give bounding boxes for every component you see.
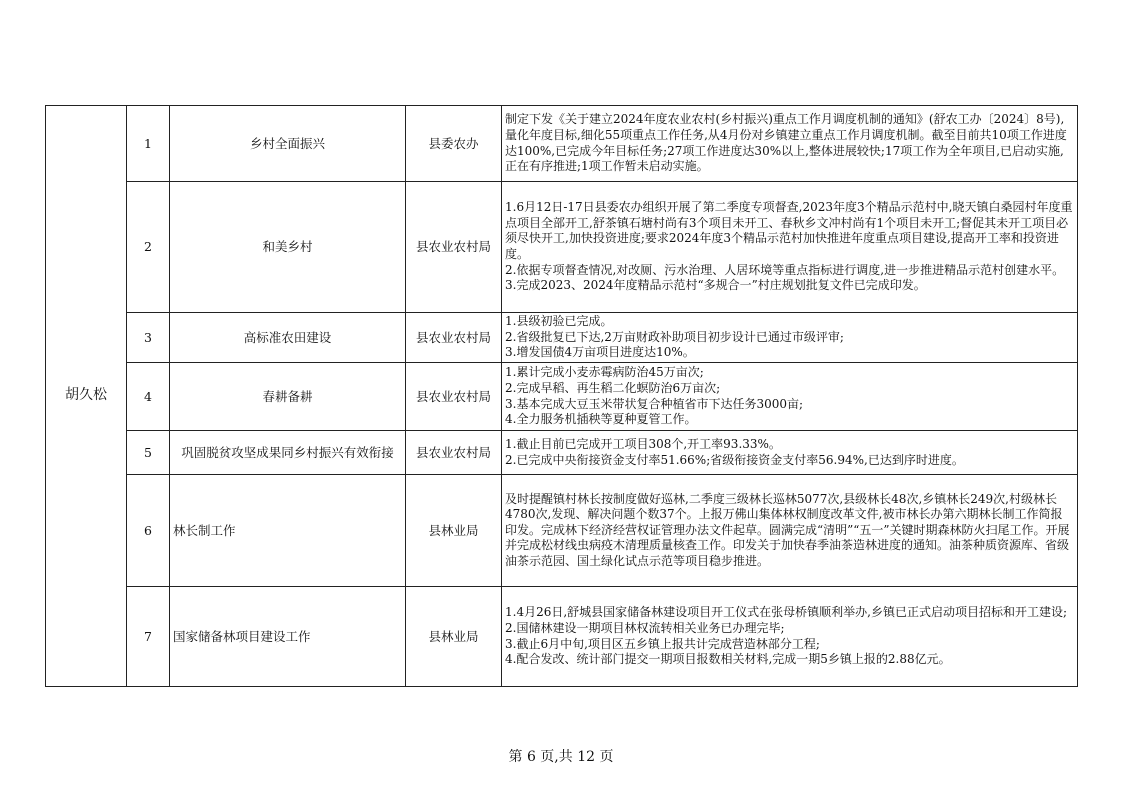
table-row xyxy=(46,475,1078,587)
task-name: 巩固脱贫攻坚成果同乡村振兴有效衔接 xyxy=(170,431,406,475)
department: 县农业农村局 xyxy=(406,182,502,313)
progress-detail: 1.县级初验已完成。 2.省级批复已下达,2万亩财政补助项目初步设计已通过市级评审; 3.增发国债4万亩项目进度达10%。 xyxy=(502,313,1078,363)
task-name: 春耕备耕 xyxy=(170,363,406,431)
task-name: 乡村全面振兴 xyxy=(170,106,406,182)
table-row xyxy=(46,313,1078,363)
task-name: 国家储备林项目建设工作 xyxy=(170,587,406,687)
progress-detail: 及时提醒镇村林长按制度做好巡林,二季度三级林长巡林5077次,县级林长48次,乡镇林长249次,村级林长4780次,发现、解决问题个数37个。上报万佛山集体林权制度改革文件,被市林长办第六期林长制工作简报印发。完成林下经济经营权证管理办法文件起草。圆满完成“清明”“五一”关键时期森林防火扫尾工作。开展并完成松材线虫病疫木清理质量核查工作。印发关于加快春季油茶造林进度的通知。油茶种质资源库、省级油茶示范园、国土绿化试点示范等项目稳步推进。 xyxy=(502,475,1078,587)
progress-detail: 1.截止目前已完成开工项目308个,开工率93.33%。 2.已完成中央衔接资金支付率51.66%;省级衔接资金支付率56.94%,已达到序时进度。 xyxy=(502,431,1078,475)
task-name: 和美乡村 xyxy=(170,182,406,313)
department: 县林业局 xyxy=(406,587,502,687)
department: 县林业局 xyxy=(406,475,502,587)
row-number: 3 xyxy=(127,313,170,363)
row-number: 2 xyxy=(127,182,170,313)
row-number: 7 xyxy=(127,587,170,687)
task-name: 林长制工作 xyxy=(170,475,406,587)
progress-detail: 1.累计完成小麦赤霉病防治45万亩次; 2.完成早稻、再生稻二化螟防治6万亩次; 3.基本完成大豆玉米带状复合种植省市下达任务3000亩; 4.全力服务机插秧等夏种夏管工作。 xyxy=(502,363,1078,431)
progress-detail: 1.4月26日,舒城县国家储备林建设项目开工仪式在张母桥镇顺利举办,乡镇已正式启动项目招标和开工建设; 2.国储林建设一期项目林权流转相关业务已办理完毕; 3.截止6月中旬,项目区五乡镇上报共计完成营造林部分工程; 4.配合发改、统计部门提交一期项目报数相关材料,完成一期5乡镇上报的2.88亿元。 xyxy=(502,587,1078,687)
table-row xyxy=(46,363,1078,431)
department: 县委农办 xyxy=(406,106,502,182)
row-number: 4 xyxy=(127,363,170,431)
progress-detail: 1.6月12日-17日县委农办组织开展了第二季度专项督查,2023年度3个精品示范村中,晓天镇白桑园村年度重点项目全部开工,舒茶镇石塘村尚有3个项目未开工、春秋乡文冲村尚有1个项目未开工;督促其未开工项目必须尽快开工,加快投资进度;要求2024年度3个精品示范村加快推进年度重点项目建设,提高开工率和投资进度。 2.依据专项督查情况,对改厕、污水治理、人居环境等重点指标进行调度,进一步推进精品示范村创建水平。 3.完成2023、2024年度精品示范村“多规合一”村庄规划批复文件已完成印发。 xyxy=(502,182,1078,313)
table-row xyxy=(46,106,1078,182)
row-number: 1 xyxy=(127,106,170,182)
work-progress-table xyxy=(45,105,1078,687)
department: 县农业农村局 xyxy=(406,313,502,363)
department: 县农业农村局 xyxy=(406,363,502,431)
department: 县农业农村局 xyxy=(406,431,502,475)
table-row xyxy=(46,431,1078,475)
responsible-person: 胡久松 xyxy=(46,106,127,687)
table-row xyxy=(46,587,1078,687)
page-number-footer: 第 6 页,共 12 页 xyxy=(508,749,614,765)
progress-detail: 制定下发《关于建立2024年度农业农村(乡村振兴)重点工作月调度机制的通知》(舒农工办〔2024〕8号),量化年度目标,细化55项重点工作任务,从4月份对乡镇建立重点工作月调度机制。截至目前共10项工作进度达100%,已完成今年目标任务;27项工作进度达30%以上,整体进展较快;17项工作为全年项目,已启动实施,正在有序推进;1项工作暂未启动实施。 xyxy=(502,106,1078,182)
task-name: 高标准农田建设 xyxy=(170,313,406,363)
table-row xyxy=(46,182,1078,313)
row-number: 5 xyxy=(127,431,170,475)
row-number: 6 xyxy=(127,475,170,587)
